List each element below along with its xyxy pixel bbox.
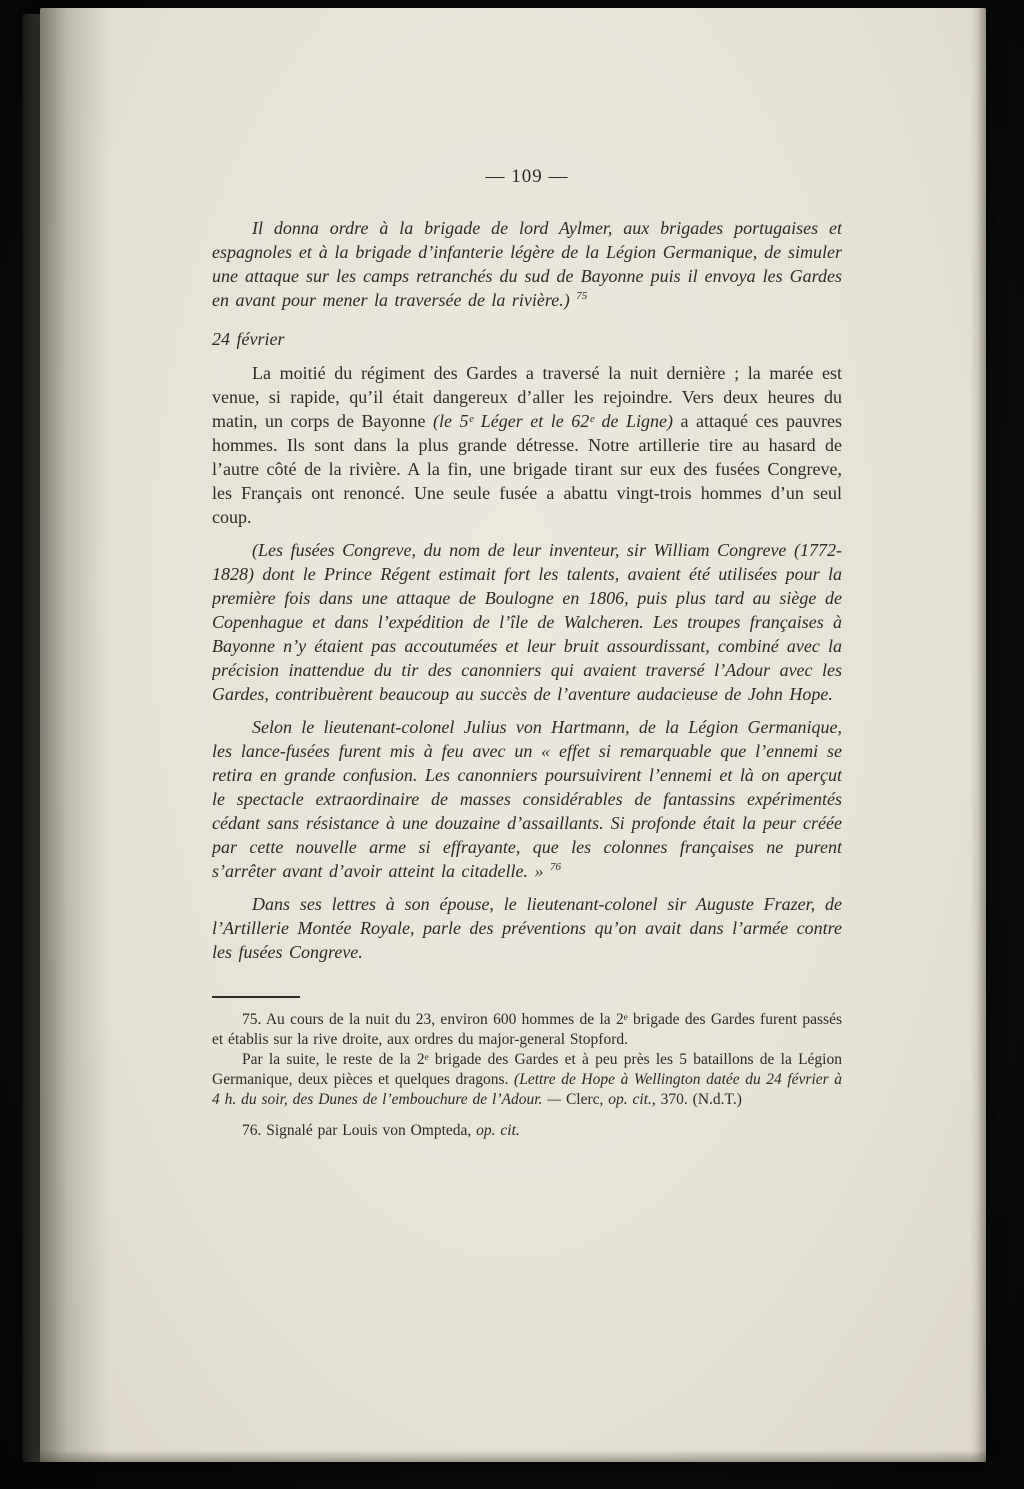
page-content bbox=[212, 166, 842, 1426]
book-page bbox=[40, 8, 986, 1462]
page-bottom-edge-shadow bbox=[40, 1450, 986, 1462]
footnote-76 bbox=[212, 1121, 842, 1141]
footnote-75-roman2: Clerc, bbox=[565, 1091, 609, 1108]
footnote-75-roman1: Par la suite, le reste de la 2ᵉ brigade des Gardes et à peu près les 5 bataillons de la Légion Germanique, deux pièces et quelques dragons. bbox=[212, 1051, 842, 1088]
paragraph-diary-part2: a attaqué ces pauvres hommes. Ils sont dans la plus grande détresse. Notre artillerie tire au hasard de l’autre côté de la rivière. A la fin, une brigade tirant sur eux des fusées Congreve, les Français ont renoncé. Une seule fusée a abattu vingt-trois hommes d’un seul coup. bbox=[212, 411, 842, 527]
footnote-ref-75: 75 bbox=[576, 290, 588, 302]
paragraph-diary-regiments: (le 5ᵉ Léger et le 62ᵉ de Ligne) bbox=[433, 411, 674, 431]
footnote-divider bbox=[212, 996, 300, 998]
paragraph-hartmann-text: Selon le lieutenant-colonel Julius von Hartmann, de la Légion Germanique, les lance-fusées furent mis à feu avec un « effet si remarquable que l’ennemi se retira en grande confusion. Les canonniers poursuivirent l’ennemi et là on aperçut le spectacle extraordinaire de masses considérables de fantassins expérimentés cédant sans résistance à une douzaine d’assaillants. Si profonde était la peur créée par cette nouvelle arme si effrayante, que les colonnes françaises ne purent s’arrêter avant d’avoir atteint la citadelle. » bbox=[212, 717, 842, 881]
paragraph-frazer: Dans ses lettres à son épouse, le lieutenant-colonel sir Auguste Frazer, de l’Artillerie Montée Royale, parle des préventions qu’on avait dans l’armée contre les fusées Congreve. bbox=[212, 894, 842, 962]
footnote-75-part1: 75. Au cours de la nuit du 23, environ 600 hommes de la 2ᵉ brigade des Gardes furent passés et établis sur la rive droite, aux ordres du major-general Stopford. bbox=[212, 1011, 842, 1048]
paragraph-intro-text: Il donna ordre à la brigade de lord Aylmer, aux brigades portugaises et espagnoles et à la brigade d’infanterie légère de la Légion Germanique, de simuler une attaque sur les camps retranchés du sud de Bayonne puis il envoya les Gardes en avant pour mener la traversée de la rivière.) bbox=[212, 218, 842, 310]
footnote-76-opcit: op. cit. bbox=[476, 1122, 520, 1139]
footnote-75-part2 bbox=[212, 1050, 842, 1110]
binding-shadow bbox=[40, 8, 110, 1462]
footnotes-block bbox=[212, 1010, 842, 1141]
footnote-ref-76: 76 bbox=[549, 861, 561, 873]
paragraph-congreve-history: (Les fusées Congreve, du nom de leur inventeur, sir William Congreve (1772-1828) dont le Prince Régent estimait fort les talents, avaient été utilisées pour la première fois dans une attaque de Boulogne en 1806, puis plus tard au siège de Copenhague et dans l’expédition de l’île de Walcheren. Les troupes françaises à Bayonne n’y étaient pas accoutumées et leur bruit assourdissant, combiné avec la précision inattendue du tir des canonniers qui avaient traversé l’Adour avec les Gardes, contribuèrent beaucoup au succès de l’aventure audacieuse de John Hope. bbox=[212, 540, 842, 704]
footnote-76-roman: 76. Signalé par Louis von Ompteda, bbox=[242, 1122, 477, 1139]
page-number: — 109 — bbox=[485, 166, 569, 187]
section-heading-date: 24 février bbox=[212, 329, 285, 349]
footnote-75-opcit: op. cit., bbox=[608, 1091, 656, 1108]
paragraph-hartmann bbox=[212, 715, 842, 883]
paragraph-diary-part1: La moitié du régiment des Gardes a traversé la nuit dernière ; la marée est venue, si rapide, qu’il était dangereux d’aller les rejoindre. Vers deux heures du matin, un corps de Bayonne bbox=[212, 363, 842, 431]
footnote-75-letter-ref: (Lettre de Hope à Wellington datée du 24 février à 4 h. du soir, des Dunes de l’embouchure de l’Adour. — bbox=[212, 1071, 842, 1108]
paragraph-diary bbox=[212, 361, 842, 529]
page-right-edge-shadow bbox=[970, 8, 986, 1462]
footnote-75-roman3: 370. (N.d.T.) bbox=[655, 1091, 742, 1108]
paragraph-intro bbox=[212, 216, 842, 312]
